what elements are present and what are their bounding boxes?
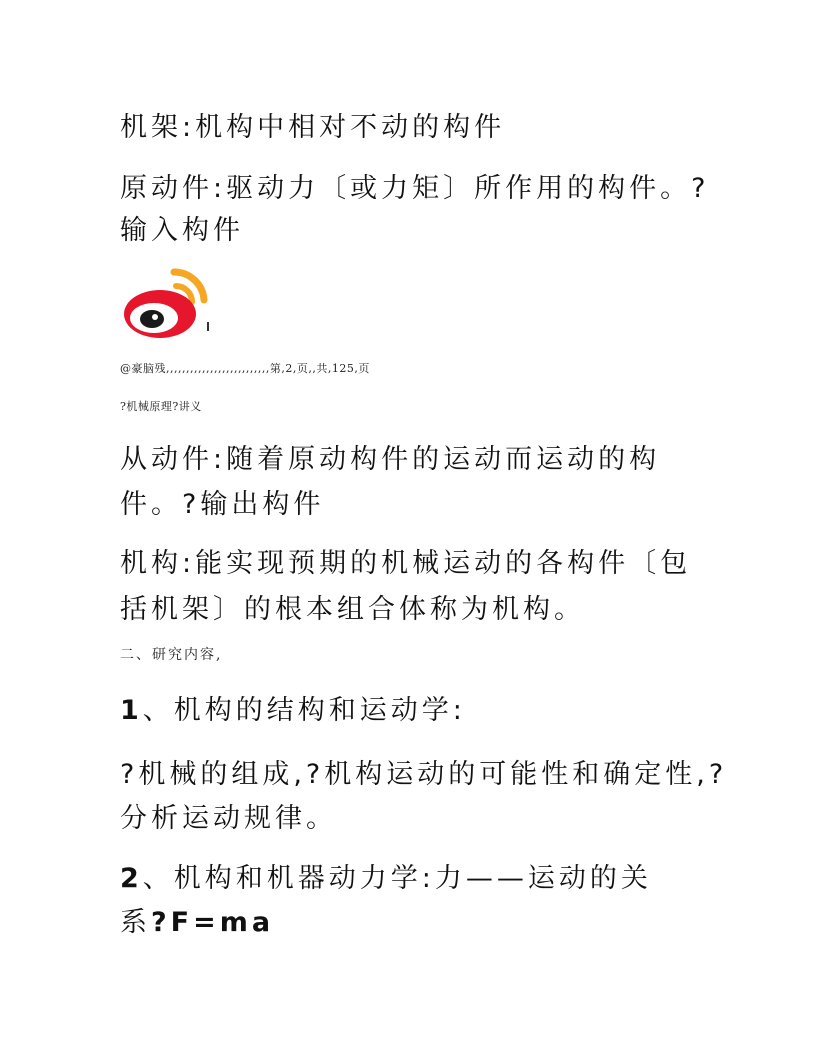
- formula: ?F=ma: [151, 907, 275, 938]
- page-header-title: ?机械原理?讲义: [120, 400, 202, 413]
- heading-1-text: 、机构的结构和运动学:: [142, 695, 466, 726]
- page-footer-info: @豪脑残,,,,,,,,,,,,,,,,,,,,,,,,,,第,2,页,,共,125,页: [120, 362, 370, 375]
- text-line-mechanism-definition-cont: 括机架〕的根本组合体称为机构。: [120, 594, 585, 625]
- text-line-frame-definition: 机架:机构中相对不动的构件: [120, 112, 506, 143]
- text-line-formula: [120, 900, 274, 939]
- text-line-follower-definition: 从动件:随着原动构件的运动而运动的构: [120, 444, 661, 475]
- weibo-logo-icon: [122, 262, 222, 342]
- text-line-input-member: 输入构件: [120, 215, 244, 246]
- heading-2: [120, 856, 652, 895]
- heading-1-number: 1: [120, 695, 143, 726]
- heading-2-text: 、机构和机器动力学:力——运动的关: [142, 863, 652, 894]
- heading-2-number: 2: [120, 863, 143, 894]
- text-line-output-member: 件。?输出构件: [120, 489, 325, 520]
- heading-1: [120, 688, 466, 727]
- text-line-kinematics-topics-cont: 分析运动规律。: [120, 803, 337, 834]
- text-line-driver-definition: 原动件:驱动力〔或力矩〕所作用的构件。?: [120, 173, 710, 204]
- section-heading: 二、研究内容,: [120, 647, 223, 663]
- text-line-mechanism-definition: 机构:能实现预期的机械运动的各构件〔包: [120, 548, 692, 579]
- formula-prefix: 系: [120, 907, 151, 938]
- text-line-kinematics-topics: ?机械的组成,?机构运动的可能性和确定性,?: [120, 759, 728, 790]
